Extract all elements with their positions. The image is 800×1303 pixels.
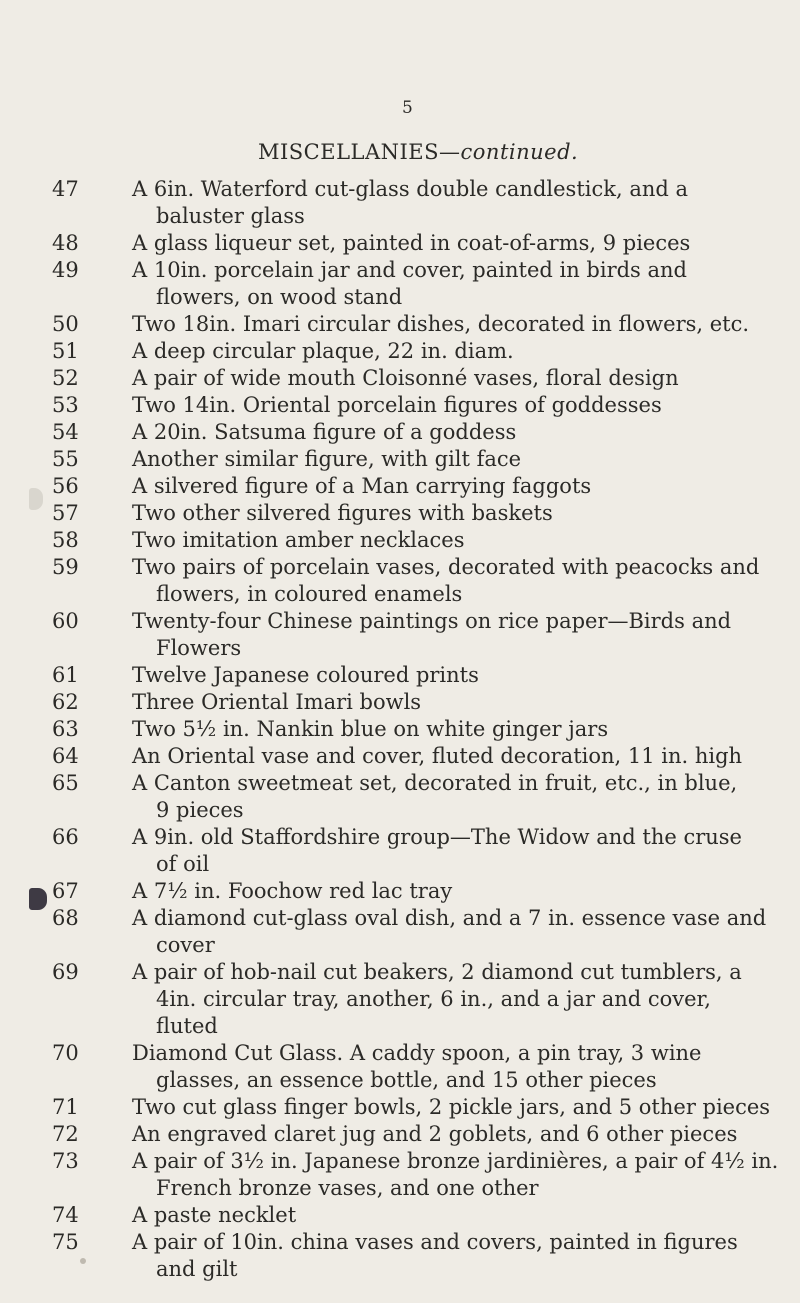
lot-description-line: A deep circular plaque, 22 in. diam. bbox=[132, 339, 514, 363]
lot-entry bbox=[0, 311, 800, 338]
lot-description-line: A 7½ in. Foochow red lac tray bbox=[132, 879, 453, 903]
lot-description bbox=[132, 1040, 792, 1094]
lot-number: 64 bbox=[52, 744, 79, 768]
lot-number: 70 bbox=[52, 1041, 79, 1065]
lot-entry bbox=[0, 338, 800, 365]
lot-number: 54 bbox=[52, 420, 79, 444]
lot-description-continuation: French bronze vases, and one other bbox=[156, 1176, 539, 1200]
lot-description-line: A pair of 3½ in. Japanese bronze jardinières, a pair of 4½ in. bbox=[132, 1149, 779, 1173]
lot-description bbox=[132, 959, 792, 1040]
section-heading bbox=[258, 140, 578, 164]
lot-number: 53 bbox=[52, 393, 79, 417]
lot-number: 51 bbox=[52, 339, 79, 363]
lot-description bbox=[132, 419, 792, 446]
lot-description bbox=[132, 176, 792, 230]
lot-description bbox=[132, 905, 792, 959]
lot-number: 50 bbox=[52, 312, 79, 336]
lot-description-line: Two 5½ in. Nankin blue on white ginger jars bbox=[132, 717, 609, 741]
lot-description-line: Three Oriental Imari bowls bbox=[132, 690, 422, 714]
lot-entry bbox=[0, 1148, 800, 1202]
lot-number: 49 bbox=[52, 258, 79, 282]
lot-description-continuation: flowers, in coloured enamels bbox=[156, 582, 463, 606]
lot-description bbox=[132, 1202, 792, 1229]
lot-entry bbox=[0, 554, 800, 608]
lot-number: 61 bbox=[52, 663, 79, 687]
lot-description bbox=[132, 500, 792, 527]
lot-number: 62 bbox=[52, 690, 79, 714]
lot-description bbox=[132, 257, 792, 311]
lot-entry bbox=[0, 473, 800, 500]
lot-description bbox=[132, 824, 792, 878]
lot-entry bbox=[0, 743, 800, 770]
lot-number: 58 bbox=[52, 528, 79, 552]
lot-description-continuation: of oil bbox=[156, 852, 210, 876]
lot-entry bbox=[0, 230, 800, 257]
lot-number: 56 bbox=[52, 474, 79, 498]
lot-description-continuation: flowers, on wood stand bbox=[156, 285, 403, 309]
lot-description-continuation: fluted bbox=[156, 1014, 218, 1038]
lot-description bbox=[132, 1094, 792, 1121]
lot-description bbox=[132, 878, 792, 905]
lot-number: 48 bbox=[52, 231, 79, 255]
lot-description-continuation: and gilt bbox=[156, 1257, 238, 1281]
lot-entry bbox=[0, 878, 800, 905]
lot-description-line: A 6in. Waterford cut-glass double candlestick, and a bbox=[132, 177, 688, 201]
lot-description bbox=[132, 662, 792, 689]
lot-description bbox=[132, 365, 792, 392]
lot-entry bbox=[0, 1229, 800, 1283]
lot-description-line: A glass liqueur set, painted in coat-of-arms, 9 pieces bbox=[132, 231, 691, 255]
lot-description-line: A Canton sweetmeat set, decorated in fruit, etc., in blue, bbox=[132, 771, 738, 795]
lot-number: 60 bbox=[52, 609, 79, 633]
lot-entry bbox=[0, 824, 800, 878]
lot-number: 57 bbox=[52, 501, 79, 525]
lot-entry bbox=[0, 1094, 800, 1121]
lot-entry bbox=[0, 257, 800, 311]
lot-description-line: An Oriental vase and cover, fluted decoration, 11 in. high bbox=[132, 744, 743, 768]
lot-description bbox=[132, 392, 792, 419]
lot-entry bbox=[0, 1040, 800, 1094]
lot-description-line: A 10in. porcelain jar and cover, painted in birds and bbox=[132, 258, 687, 282]
lot-number: 72 bbox=[52, 1122, 79, 1146]
lot-description-line: Twelve Japanese coloured prints bbox=[132, 663, 479, 687]
lot-description-line: A 9in. old Staffordshire group—The Widow and the cruse bbox=[132, 825, 742, 849]
lot-description-line: Two imitation amber necklaces bbox=[132, 528, 465, 552]
lot-number: 63 bbox=[52, 717, 79, 741]
page-number: 5 bbox=[402, 98, 413, 118]
lot-description-continuation: Flowers bbox=[156, 636, 242, 660]
lot-description bbox=[132, 1148, 792, 1202]
lot-description bbox=[132, 770, 792, 824]
lot-number: 66 bbox=[52, 825, 79, 849]
lot-number: 67 bbox=[52, 879, 79, 903]
lot-entry bbox=[0, 1121, 800, 1148]
lot-description-continuation: 9 pieces bbox=[156, 798, 244, 822]
lot-description-line: Two 14in. Oriental porcelain figures of goddesses bbox=[132, 393, 662, 417]
lot-description bbox=[132, 608, 792, 662]
lot-description bbox=[132, 473, 792, 500]
lot-description bbox=[132, 230, 792, 257]
lot-entry bbox=[0, 419, 800, 446]
lot-description-line: Two pairs of porcelain vases, decorated with peacocks and bbox=[132, 555, 760, 579]
lot-number: 69 bbox=[52, 960, 79, 984]
lot-description-continuation: baluster glass bbox=[156, 204, 305, 228]
lot-description-line: A pair of hob-nail cut beakers, 2 diamond cut tumblers, a bbox=[132, 960, 742, 984]
lot-description-line: A 20in. Satsuma figure of a goddess bbox=[132, 420, 517, 444]
lot-entry bbox=[0, 365, 800, 392]
lot-description bbox=[132, 446, 792, 473]
lot-description-line: Another similar figure, with gilt face bbox=[132, 447, 522, 471]
lot-entry bbox=[0, 176, 800, 230]
lot-description-line: A paste necklet bbox=[132, 1203, 297, 1227]
lot-entry bbox=[0, 608, 800, 662]
lot-description-line: An engraved claret jug and 2 goblets, and 6 other pieces bbox=[132, 1122, 738, 1146]
heading-main: MISCELLANIES— bbox=[258, 140, 461, 164]
lot-description bbox=[132, 1229, 792, 1283]
lot-number: 74 bbox=[52, 1203, 79, 1227]
lot-description bbox=[132, 311, 792, 338]
lot-description bbox=[132, 1121, 792, 1148]
lot-entry bbox=[0, 446, 800, 473]
lot-description-line: A diamond cut-glass oval dish, and a 7 in. essence vase and bbox=[132, 906, 767, 930]
lot-entry bbox=[0, 500, 800, 527]
lot-description bbox=[132, 689, 792, 716]
lot-number: 68 bbox=[52, 906, 79, 930]
lot-description bbox=[132, 743, 792, 770]
lot-number: 75 bbox=[52, 1230, 79, 1254]
lot-description-line: Twenty-four Chinese paintings on rice paper—Birds and bbox=[132, 609, 732, 633]
lot-description-line: A silvered figure of a Man carrying faggots bbox=[132, 474, 592, 498]
lot-description-continuation: 4in. circular tray, another, 6 in., and a jar and cover, bbox=[156, 987, 711, 1011]
lot-entry bbox=[0, 392, 800, 419]
lot-entry bbox=[0, 1202, 800, 1229]
heading-continued: continued. bbox=[460, 140, 579, 164]
lot-entry bbox=[0, 662, 800, 689]
lot-description-line: Diamond Cut Glass. A caddy spoon, a pin tray, 3 wine bbox=[132, 1041, 702, 1065]
lot-description-continuation: cover bbox=[156, 933, 215, 957]
lot-description-continuation: glasses, an essence bottle, and 15 other pieces bbox=[156, 1068, 657, 1092]
lot-entry bbox=[0, 527, 800, 554]
lot-entry bbox=[0, 689, 800, 716]
lot-description bbox=[132, 527, 792, 554]
lot-number: 71 bbox=[52, 1095, 79, 1119]
lot-description-line: Two other silvered figures with baskets bbox=[132, 501, 553, 525]
lot-number: 65 bbox=[52, 771, 79, 795]
lot-entry bbox=[0, 716, 800, 743]
lot-number: 73 bbox=[52, 1149, 79, 1173]
lot-number: 59 bbox=[52, 555, 79, 579]
lot-entry bbox=[0, 770, 800, 824]
lot-entry bbox=[0, 905, 800, 959]
lot-description-line: Two 18in. Imari circular dishes, decorated in flowers, etc. bbox=[132, 312, 750, 336]
lot-entry bbox=[0, 959, 800, 1040]
lot-description-line: A pair of wide mouth Cloisonné vases, floral design bbox=[132, 366, 679, 390]
lot-description-line: Two cut glass finger bowls, 2 pickle jars, and 5 other pieces bbox=[132, 1095, 771, 1119]
lot-description-line: A pair of 10in. china vases and covers, painted in figures bbox=[132, 1230, 738, 1254]
lot-description bbox=[132, 338, 792, 365]
lot-description bbox=[132, 554, 792, 608]
lot-number: 55 bbox=[52, 447, 79, 471]
lot-description bbox=[132, 716, 792, 743]
lot-number: 47 bbox=[52, 177, 79, 201]
lot-number: 52 bbox=[52, 366, 79, 390]
